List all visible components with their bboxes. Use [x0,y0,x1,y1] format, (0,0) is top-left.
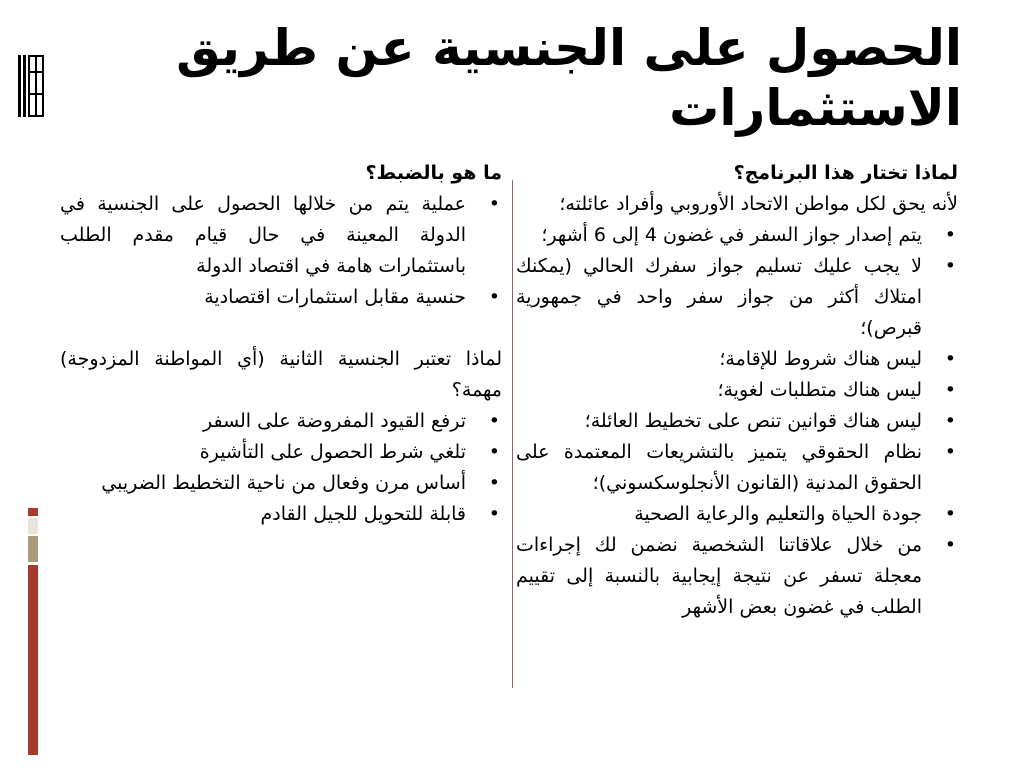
decor-bar-main [28,565,38,755]
column-divider [512,180,513,688]
list-item: • يتم إصدار جواز السفر في غضون 4 إلى 6 أشهر؛ [516,220,922,251]
list-item: • جودة الحياة والتعليم والرعاية الصحية [516,499,922,530]
decor-bar-light [28,518,38,534]
left-column [60,158,502,530]
list-item: • قابلة للتحويل للجيل القادم [60,499,466,530]
list-item: • تلغي شرط الحصول على التأشيرة [60,437,466,468]
right-column-heading: لماذا تختار هذا البرنامج؟ [733,162,958,184]
list-item: • ترفع القيود المفروضة على السفر [60,406,466,437]
slide-title-line1: الحصول على الجنسية عن طريق [176,19,962,77]
list-item: • ليس هناك قوانين تنص على تخطيط العائلة؛ [516,406,922,437]
definition-list [60,189,502,313]
list-item: • أساس مرن وفعال من ناحية التخطيط الضريبي [60,468,466,499]
list-item: • حنسية مقابل استثمارات اقتصادية [60,282,466,313]
decor-bar-top [28,508,38,516]
list-item: • عملية يتم من خلالها الحصول على الجنسية في الدولة المعينة في حال قيام مقدم الطلب باستثمارات هامة في اقتصاد الدولة [60,189,466,282]
left-column-heading: ما هو بالضبط؟ [365,162,502,184]
list-item: • لا يجب عليك تسليم جواز سفرك الحالي (يمكنك امتلاك أكثر من جواز سفر واحد في جمهورية قبرص)؛ [516,251,922,344]
spacer [60,313,502,344]
right-column [516,158,958,623]
list-item: • ليس هناك شروط للإقامة؛ [516,344,922,375]
list-item: • من خلال علاقاتنا الشخصية نضمن لك إجراءات معجلة تسفر عن نتيجة إيجابية بالنسبة إلى تقييم الطلب في غضون بعض الأشهر [516,530,922,623]
decor-bar-tan [28,536,38,562]
list-item: • نظام الحقوقي يتميز بالتشريعات المعتمدة على الحقوق المدنية (القانون الأنجلوسكسوني)؛ [516,437,922,499]
reasons-list [60,406,502,530]
right-column-intro: لأنه يحق لكل مواطن الاتحاد الأوروبي وأفراد عائلته؛ [559,193,958,215]
slide-title [122,18,962,138]
window-panes-icon [18,55,44,117]
dual-citizenship-question: لماذا تعتبر الجنسية الثانية (أي المواطنة المزدوجة) مهمة؟ [60,348,502,401]
list-item: • ليس هناك متطلبات لغوية؛ [516,375,922,406]
benefits-list [516,220,958,623]
slide-title-line2: الاستثمارات [669,79,962,137]
